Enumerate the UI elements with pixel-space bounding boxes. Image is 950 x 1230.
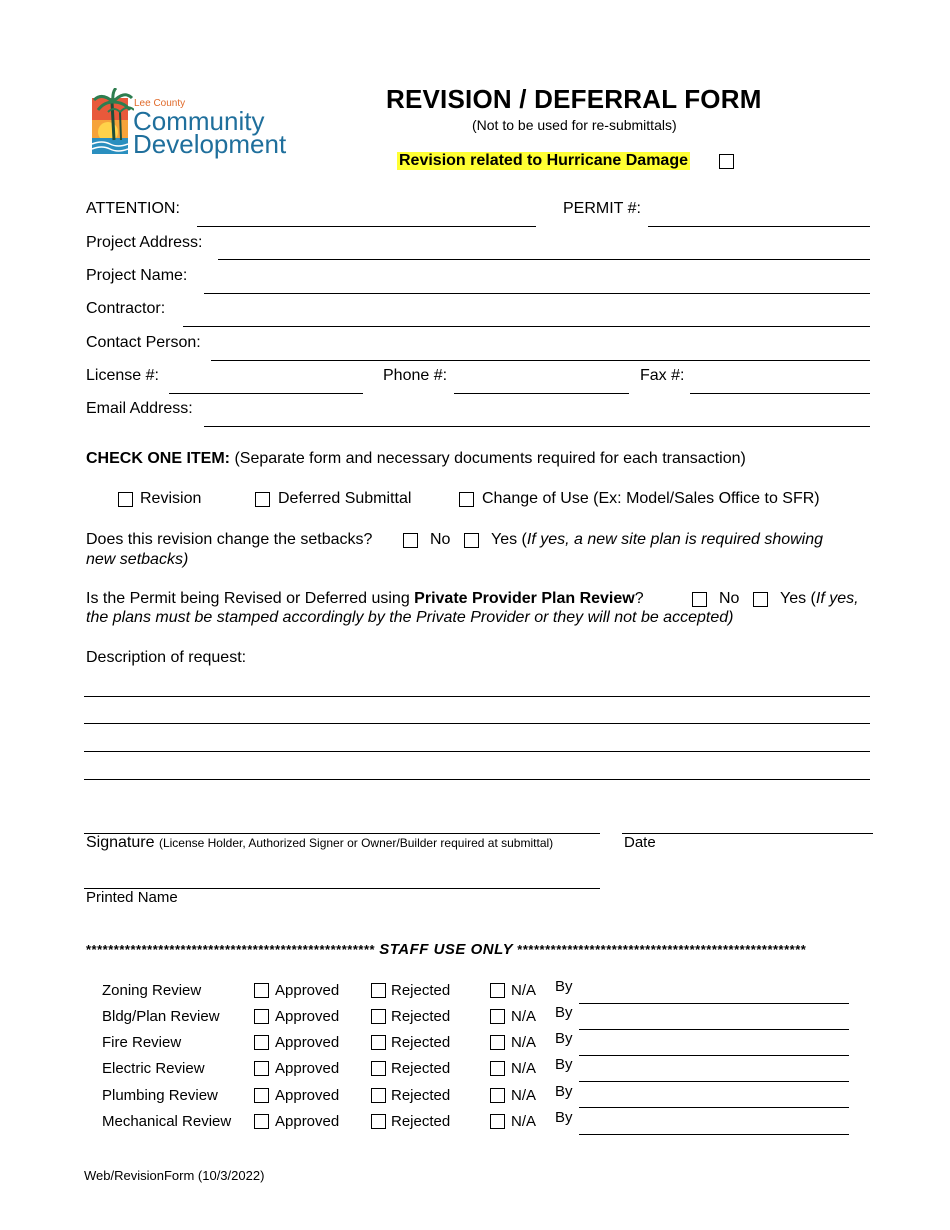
date-field[interactable] — [622, 833, 873, 834]
rejected-label: Rejected — [391, 1034, 451, 1051]
description-label: Description of request: — [86, 649, 247, 666]
na-checkbox[interactable] — [490, 983, 505, 998]
by-label: By — [555, 1004, 573, 1021]
private-provider-no-checkbox[interactable] — [692, 592, 707, 607]
setbacks-yes-checkbox[interactable] — [464, 533, 479, 548]
setbacks-note-2: new setbacks) — [86, 551, 189, 568]
review-name: Zoning Review — [102, 982, 202, 999]
attention-field[interactable] — [197, 226, 536, 227]
setbacks-yes-note — [491, 531, 823, 549]
approved-checkbox[interactable] — [254, 1088, 269, 1103]
permit-label: PERMIT #: — [563, 200, 641, 217]
setbacks-yes-label: Yes ( — [491, 531, 527, 548]
by-field[interactable] — [579, 1134, 849, 1135]
rejected-checkbox[interactable] — [371, 1035, 386, 1050]
rejected-checkbox[interactable] — [371, 983, 386, 998]
fax-label: Fax #: — [640, 367, 685, 384]
by-field[interactable] — [579, 1003, 849, 1004]
review-name: Plumbing Review — [102, 1087, 218, 1104]
logo-county: Lee County — [134, 98, 186, 109]
description-line-1[interactable] — [84, 696, 870, 697]
setbacks-no-checkbox[interactable] — [403, 533, 418, 548]
deferred-submittal-checkbox[interactable] — [255, 492, 270, 507]
na-label: N/A — [511, 1060, 537, 1077]
description-line-4[interactable] — [84, 779, 870, 780]
printed-name-label: Printed Name — [86, 889, 178, 906]
change-of-use-checkbox[interactable] — [459, 492, 474, 507]
na-checkbox[interactable] — [490, 1088, 505, 1103]
rejected-checkbox[interactable] — [371, 1061, 386, 1076]
na-label: N/A — [511, 1034, 537, 1051]
approved-label: Approved — [275, 982, 340, 999]
setbacks-no-label: No — [430, 531, 451, 548]
check-one-note: (Separate form and necessary documents required for each transaction) — [234, 450, 746, 467]
contractor-field[interactable] — [183, 326, 870, 327]
approved-checkbox[interactable] — [254, 1114, 269, 1129]
private-provider-yes-note — [780, 590, 859, 608]
pp-q-start: Is the Permit being Revised or Deferred using — [86, 590, 410, 607]
logo-palm-icon — [90, 88, 134, 158]
approved-checkbox[interactable] — [254, 983, 269, 998]
pp-yes-label: Yes ( — [780, 590, 816, 607]
private-provider-yes-checkbox[interactable] — [753, 592, 768, 607]
private-provider-question — [86, 590, 644, 608]
rejected-label: Rejected — [391, 1113, 451, 1130]
rejected-label: Rejected — [391, 1008, 451, 1025]
na-checkbox[interactable] — [490, 1114, 505, 1129]
attention-label: ATTENTION: — [86, 200, 180, 217]
date-label: Date — [624, 834, 656, 851]
hurricane-label: Revision related to Hurricane Damage — [399, 152, 688, 169]
approved-checkbox[interactable] — [254, 1009, 269, 1024]
signature-label: Signature — [86, 834, 155, 851]
license-label: License #: — [86, 367, 159, 384]
fax-field[interactable] — [690, 393, 870, 394]
rejected-checkbox[interactable] — [371, 1114, 386, 1129]
review-name: Bldg/Plan Review — [102, 1008, 220, 1025]
rejected-checkbox[interactable] — [371, 1009, 386, 1024]
page-title: REVISION / DEFERRAL FORM — [386, 84, 762, 114]
phone-label: Phone #: — [383, 367, 448, 384]
contact-person-label: Contact Person: — [86, 334, 201, 351]
pp-q-bold: Private Provider Plan Review — [414, 590, 635, 607]
project-address-field[interactable] — [218, 259, 870, 260]
by-label: By — [555, 1030, 573, 1047]
logo-line2: Development — [133, 129, 287, 159]
email-label: Email Address: — [86, 400, 193, 417]
pp-q-end: ? — [634, 590, 644, 607]
project-name-field[interactable] — [204, 293, 870, 294]
approved-checkbox[interactable] — [254, 1061, 269, 1076]
staff-label: STAFF USE ONLY — [379, 941, 514, 958]
rejected-checkbox[interactable] — [371, 1088, 386, 1103]
form-id-footer: Web/RevisionForm (10/3/2022) — [84, 1168, 265, 1183]
na-checkbox[interactable] — [490, 1035, 505, 1050]
description-line-2[interactable] — [84, 723, 870, 724]
page-subtitle: (Not to be used for re-submittals) — [472, 117, 677, 133]
staff-stars-left: **************************************************** — [86, 942, 376, 957]
description-line-3[interactable] — [84, 751, 870, 752]
check-one-heading: CHECK ONE ITEM: — [86, 450, 230, 467]
by-label: By — [555, 978, 573, 995]
staff-header — [86, 941, 806, 958]
by-label: By — [555, 1083, 573, 1100]
setbacks-question: Does this revision change the setbacks? — [86, 531, 373, 548]
hurricane-checkbox[interactable] — [719, 154, 734, 169]
setbacks-note-1: If yes, a new site plan is required showing — [526, 531, 824, 548]
approved-label: Approved — [275, 1008, 340, 1025]
contact-person-field[interactable] — [211, 360, 870, 361]
deferred-submittal-option-label: Deferred Submittal — [278, 490, 412, 507]
phone-field[interactable] — [454, 393, 629, 394]
project-address-label: Project Address: — [86, 234, 203, 251]
rejected-label: Rejected — [391, 1060, 451, 1077]
approved-label: Approved — [275, 1034, 340, 1051]
revision-option-label: Revision — [140, 490, 202, 507]
approved-label: Approved — [275, 1060, 340, 1077]
by-label: By — [555, 1109, 573, 1126]
by-label: By — [555, 1056, 573, 1073]
approved-label: Approved — [275, 1113, 340, 1130]
review-name: Mechanical Review — [102, 1113, 232, 1130]
email-field[interactable] — [204, 426, 870, 427]
by-field[interactable] — [579, 1055, 849, 1056]
by-field[interactable] — [579, 1081, 849, 1082]
revision-checkbox[interactable] — [118, 492, 133, 507]
na-checkbox[interactable] — [490, 1009, 505, 1024]
pp-note-1: If yes, — [815, 590, 859, 607]
na-label: N/A — [511, 1113, 537, 1130]
review-name: Electric Review — [102, 1060, 205, 1077]
check-one-instruction — [86, 450, 746, 468]
approved-label: Approved — [275, 1087, 340, 1104]
project-name-label: Project Name: — [86, 267, 188, 284]
na-label: N/A — [511, 1087, 537, 1104]
by-field[interactable] — [579, 1107, 849, 1108]
approved-checkbox[interactable] — [254, 1035, 269, 1050]
logo-line1: Community — [133, 106, 265, 136]
na-checkbox[interactable] — [490, 1061, 505, 1076]
change-of-use-option-label: Change of Use (Ex: Model/Sales Office to SFR) — [482, 490, 820, 507]
rejected-label: Rejected — [391, 1087, 451, 1104]
pp-note-2: the plans must be stamped accordingly by the Private Provider or they will not be accepted) — [86, 609, 734, 626]
signature-caption — [86, 834, 553, 852]
signature-note: (License Holder, Authorized Signer or Owner/Builder required at submittal) — [158, 836, 554, 850]
rejected-label: Rejected — [391, 982, 451, 999]
logo — [90, 88, 290, 160]
na-label: N/A — [511, 1008, 537, 1025]
review-name: Fire Review — [102, 1034, 182, 1051]
contractor-label: Contractor: — [86, 300, 166, 317]
by-field[interactable] — [579, 1029, 849, 1030]
staff-stars-right: **************************************************** — [517, 942, 807, 957]
private-provider-no-label: No — [719, 590, 740, 607]
permit-field[interactable] — [648, 226, 870, 227]
license-field[interactable] — [169, 393, 363, 394]
na-label: N/A — [511, 982, 537, 999]
